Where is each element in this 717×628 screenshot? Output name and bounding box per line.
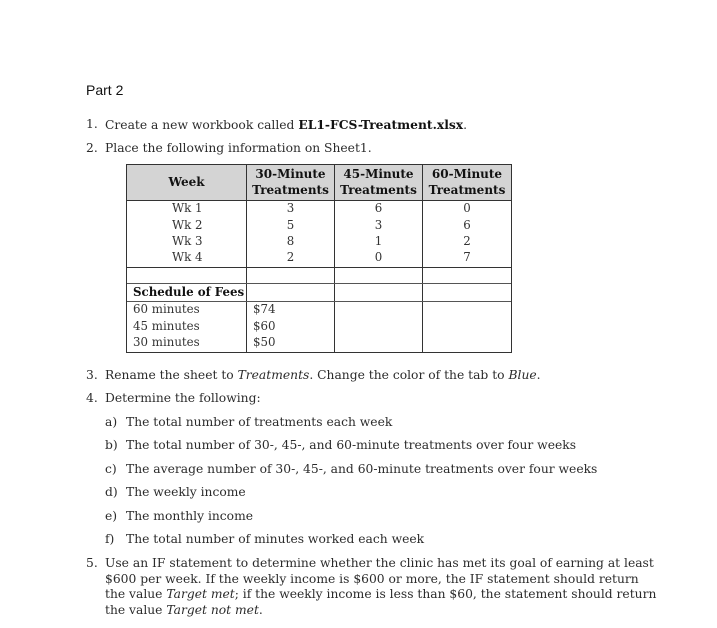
header-line: 60-Minute: [431, 167, 503, 181]
step-3-part3: .: [536, 368, 541, 382]
t45-cell: 1: [374, 234, 383, 248]
t45-cell: 6: [374, 201, 383, 215]
step-1-suffix: .: [463, 118, 468, 132]
step-number: 5.: [86, 556, 98, 570]
item-text: The total number of treatments each week: [126, 415, 393, 429]
step-5-line3-a: the value: [105, 587, 167, 601]
step-text: [105, 556, 656, 618]
fee-price: $50: [253, 335, 276, 349]
week-cell: Wk 2: [172, 218, 203, 232]
step-3-part2: . Change the color of the tab to: [309, 368, 509, 382]
step-text: [105, 368, 541, 383]
step-text: [105, 117, 467, 133]
header-line: Treatments: [252, 183, 329, 197]
header-30-minute: [247, 166, 334, 198]
fee-label: 60 minutes: [133, 302, 200, 316]
step-5-line: [105, 587, 656, 603]
t60-cell: 0: [463, 201, 471, 215]
header-line: 45-Minute: [343, 167, 414, 181]
row-divider: [127, 283, 511, 284]
t60-cell: 7: [463, 250, 471, 264]
step-text: Determine the following:: [105, 391, 261, 405]
sheet-name: Treatments: [237, 368, 310, 382]
target-met-text: Target met: [166, 587, 235, 601]
t45-cell: 0: [374, 250, 383, 264]
header-line: 30-Minute: [255, 167, 326, 181]
item-text: The total number of minutes worked each week: [126, 532, 425, 546]
step-3-part1: Rename the sheet to: [105, 368, 238, 382]
header-line: Treatments: [340, 183, 417, 197]
fee-label: 30 minutes: [133, 335, 200, 349]
part-title: Part 2: [86, 82, 124, 98]
step-number: 4.: [86, 391, 98, 405]
item-letter: b): [105, 438, 118, 452]
t60-cell: 2: [463, 234, 471, 248]
step-5-line: Use an IF statement to determine whether the clinic has met its goal of earning at least: [105, 556, 654, 570]
target-not-met-text: Target not met: [166, 602, 259, 617]
item-letter: a): [105, 415, 118, 429]
week-cell: Wk 3: [172, 234, 203, 248]
item-text: The total number of 30-, 45-, and 60-minute treatments over four weeks: [126, 438, 577, 452]
item-letter: d): [105, 485, 118, 499]
week-cell: Wk 1: [172, 201, 203, 215]
fee-price: $60: [253, 319, 276, 333]
step-number: 1.: [86, 117, 98, 131]
step-number: 3.: [86, 368, 98, 382]
tab-color: Blue: [508, 368, 537, 382]
step-5-line4-a: the value: [105, 602, 167, 617]
item-letter: c): [105, 462, 117, 476]
fee-price: $74: [253, 302, 276, 316]
header-week: Week: [168, 175, 205, 189]
t45-cell: 3: [374, 218, 383, 232]
step-5-line4-b: .: [258, 602, 263, 617]
t30-cell: 8: [286, 234, 295, 248]
item-text: The weekly income: [126, 485, 246, 499]
step-5-line: $600 per week. If the weekly income is $600 or more, the IF statement should return: [105, 571, 639, 586]
header-60-minute: [423, 166, 511, 198]
item-text: The average number of 30-, 45-, and 60-minute treatments over four weeks: [126, 462, 598, 476]
header-45-minute: [335, 166, 422, 198]
item-letter: e): [105, 509, 118, 523]
item-text: The monthly income: [126, 509, 254, 523]
t30-cell: 2: [286, 250, 295, 264]
step-number: 2.: [86, 141, 98, 155]
header-line: Treatments: [428, 183, 506, 197]
step-1-prefix: Create a new workbook called: [105, 118, 299, 132]
worksheet-table: [126, 164, 512, 353]
week-cell: Wk 4: [172, 250, 203, 264]
step-5-line: [105, 603, 656, 619]
fee-label: 45 minutes: [133, 319, 200, 333]
t30-cell: 5: [286, 218, 295, 232]
item-letter: f): [105, 532, 115, 546]
workbook-filename: EL1-FCS-Treatment.xlsx: [298, 117, 464, 132]
step-5-line3-b: ; if the weekly income is less than $60, the statement should return: [234, 587, 657, 601]
t30-cell: 3: [286, 201, 295, 215]
t60-cell: 6: [463, 218, 471, 232]
step-text: Place the following information on Sheet1.: [105, 141, 372, 155]
fees-heading: Schedule of Fees: [133, 285, 245, 299]
row-divider: [127, 267, 511, 268]
